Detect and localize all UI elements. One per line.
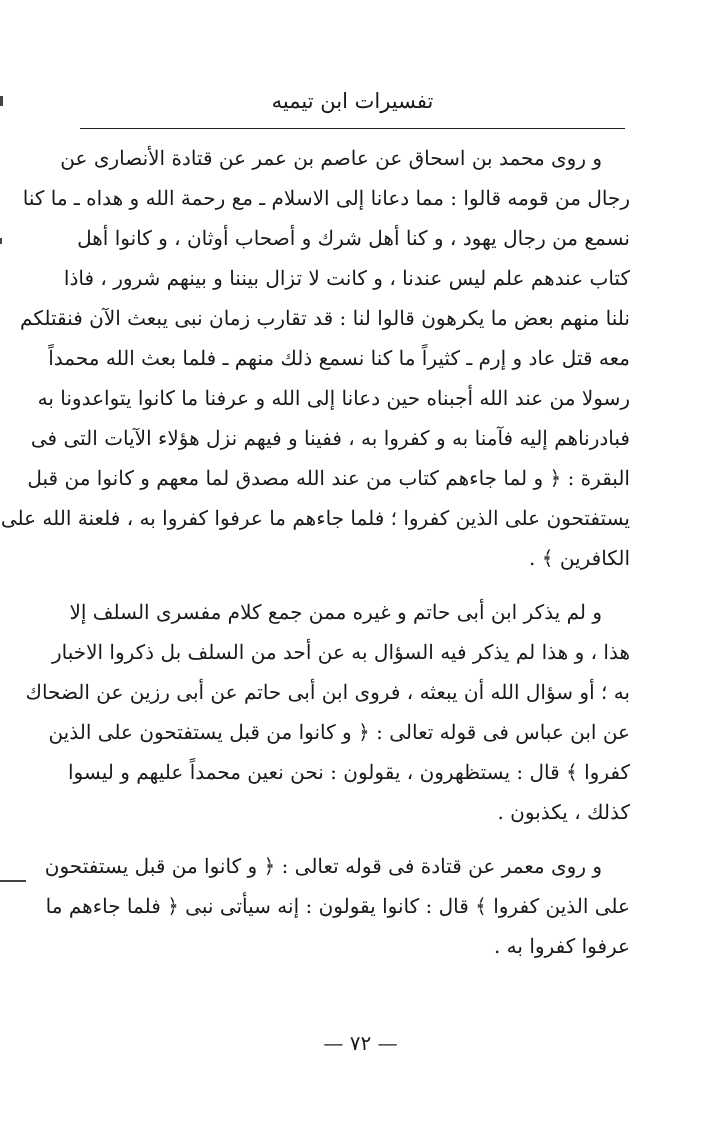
paragraph-2 [25,592,630,832]
text-line: البقرة : ﴿ و لما جاءهم كتاب من عند الله مصدق لما معهم و كانوا من قبل [27,466,630,490]
running-title: تفسيرات ابن تيميه [271,89,434,113]
text-line: عن ابن عباس فى قوله تعالى : ﴿ و كانوا من قبل يستفتحون على الذين [48,720,630,744]
paragraph-1 [0,138,630,578]
scan-edge-mark [0,96,3,106]
page-body [0,138,630,966]
text-line: و روى معمر عن قتادة فى قوله تعالى : ﴿ و كانوا من قبل يستفتحون [44,854,602,878]
text-line: نلنا منهم بعض ما يكرهون قالوا لنا : قد تقارب زمان نبى يبعث الآن فنقتلكم [20,306,630,330]
text-line: الكافرين ﴾ . [529,546,630,570]
text-line: رجال من قومه قالوا : مما دعانا إلى الاسلام ـ مع رحمة الله و هداه ـ ما كنا [22,186,630,210]
text-line: معه قتل عاد و إرم ـ كثيراً ما كنا نسمع ذلك منهم ـ فلما بعث الله محمداً [48,346,630,370]
text-line: على الذين كفروا ﴾ قال : كانوا يقولون : إنه سيأتى نبى ﴿ فلما جاءهم ما [45,894,630,918]
text-line: به ؛ أو سؤال الله أن يبعثه ، فروى ابن أبى حاتم عن أبى رزين عن الضحاك [25,680,630,704]
text-line: فبادرناهم إليه فآمنا به و كفروا به ، ففينا و فيهم نزل هؤلاء الآيات التى فى [30,426,630,450]
text-line: و لم يذكر ابن أبى حاتم و غيره ممن جمع كلام مفسرى السلف إلا [69,600,602,624]
text-line: كتاب عندهم علم ليس عندنا ، و كانت لا تزال بيننا و بينهم شرور ، فاذا [63,266,630,290]
text-line: و روى محمد بن اسحاق عن عاصم بن عمر عن قتادة الأنصارى عن [60,146,602,170]
text-line: هذا ، و هذا لم يذكر فيه السؤال به عن أحد من السلف بل ذكروا الاخبار [51,640,630,664]
text-line: رسولا من عند الله أجبناه حين دعانا إلى الله و عرفنا ما كانوا يتواعدونا به [37,386,630,410]
text-line: كذلك ، يكذبون . [497,800,630,824]
scan-edge-mark [0,238,2,244]
page-number: — ٧٢ — [323,1031,398,1055]
header-rule [80,128,625,129]
text-line: عرفوا كفروا به . [493,934,630,958]
text-line: كفروا ﴾ قال : يستظهرون ، يقولون : نحن نعين محمداً عليهم و ليسوا [67,760,630,784]
paragraph-3 [44,846,630,966]
paragraph-gap [78,832,630,846]
text-line: نسمع من رجال يهود ، و كنا أهل شرك و أصحاب أوثان ، و كانوا أهل [77,226,630,250]
scan-edge-mark [0,880,26,882]
paragraph-gap [78,578,630,592]
text-line: يستفتحون على الذين كفروا ؛ فلما جاءهم ما عرفوا كفروا به ، فلعنة الله على [0,506,630,530]
